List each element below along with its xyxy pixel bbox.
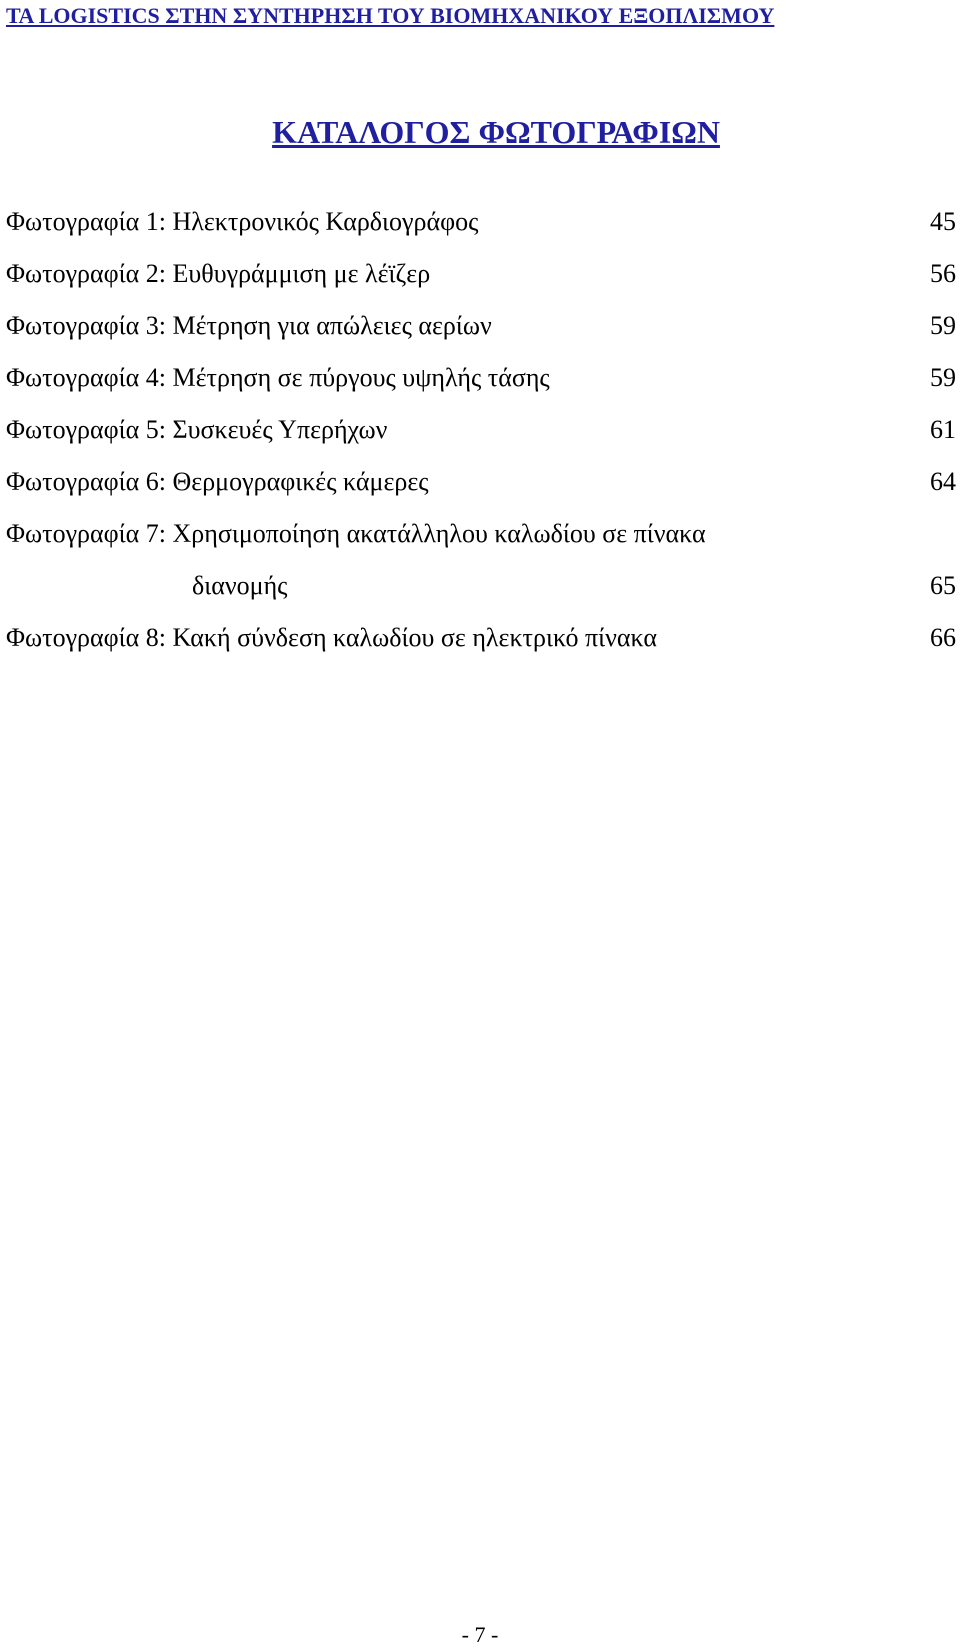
list-item[interactable] (6, 404, 958, 456)
entry-page-number: 64 (930, 467, 956, 496)
list-item[interactable] (6, 196, 958, 248)
entry-page-number: 45 (930, 207, 956, 236)
entry-label: Φωτογραφία 4: Μέτρηση σε πύργους υψηλής τάσης (6, 363, 550, 392)
entry-label: Φωτογραφία 1: Ηλεκτρονικός Καρδιογράφος (6, 207, 479, 236)
list-item[interactable] (6, 612, 958, 664)
page-number: - 7 - (461, 1622, 499, 1647)
entry-page-number: 66 (930, 623, 956, 652)
list-item[interactable] (6, 456, 958, 508)
list-item[interactable] (6, 508, 958, 560)
running-header: ΤΑ LOGISTICS ΣΤΗΝ ΣΥΝΤΗΡΗΣΗ ΤΟΥ ΒΙΟΜΗΧΑΝΙΚΟΥ ΕΞΟΠΛΙΣΜΟΥ (6, 3, 775, 28)
list-item-continuation[interactable] (6, 560, 958, 612)
entry-label: Φωτογραφία 5: Συσκευές Υπερήχων (6, 415, 388, 444)
entry-label: Φωτογραφία 2: Ευθυγράμμιση με λέϊζερ (6, 259, 431, 288)
entry-label: Φωτογραφία 3: Μέτρηση για απώλειες αερίων (6, 311, 492, 340)
entry-page-number: 59 (930, 311, 956, 340)
page-title-text: ΚΑΤΑΛΟΓΟΣ ΦΩΤΟΓΡΑΦΙΩΝ (272, 114, 720, 150)
list-item[interactable] (6, 300, 958, 352)
entry-page-number: 59 (930, 363, 956, 392)
entry-page-number: 65 (930, 571, 956, 600)
entry-label: Φωτογραφία 6: Θερμογραφικές κάμερες (6, 467, 429, 496)
page-title (0, 112, 960, 152)
entry-page-number: 56 (930, 259, 956, 288)
list-item[interactable] (6, 352, 958, 404)
list-item[interactable] (6, 248, 958, 300)
entry-label-continuation: διανομής (192, 571, 288, 600)
photo-list (6, 196, 958, 664)
entry-label: Φωτογραφία 8: Κακή σύνδεση καλωδίου σε ηλεκτρικό πίνακα (6, 623, 657, 652)
entry-page-number: 61 (930, 415, 956, 444)
entry-label: Φωτογραφία 7: Χρησιμοποίηση ακατάλληλου καλωδίου σε πίνακα (6, 519, 706, 548)
